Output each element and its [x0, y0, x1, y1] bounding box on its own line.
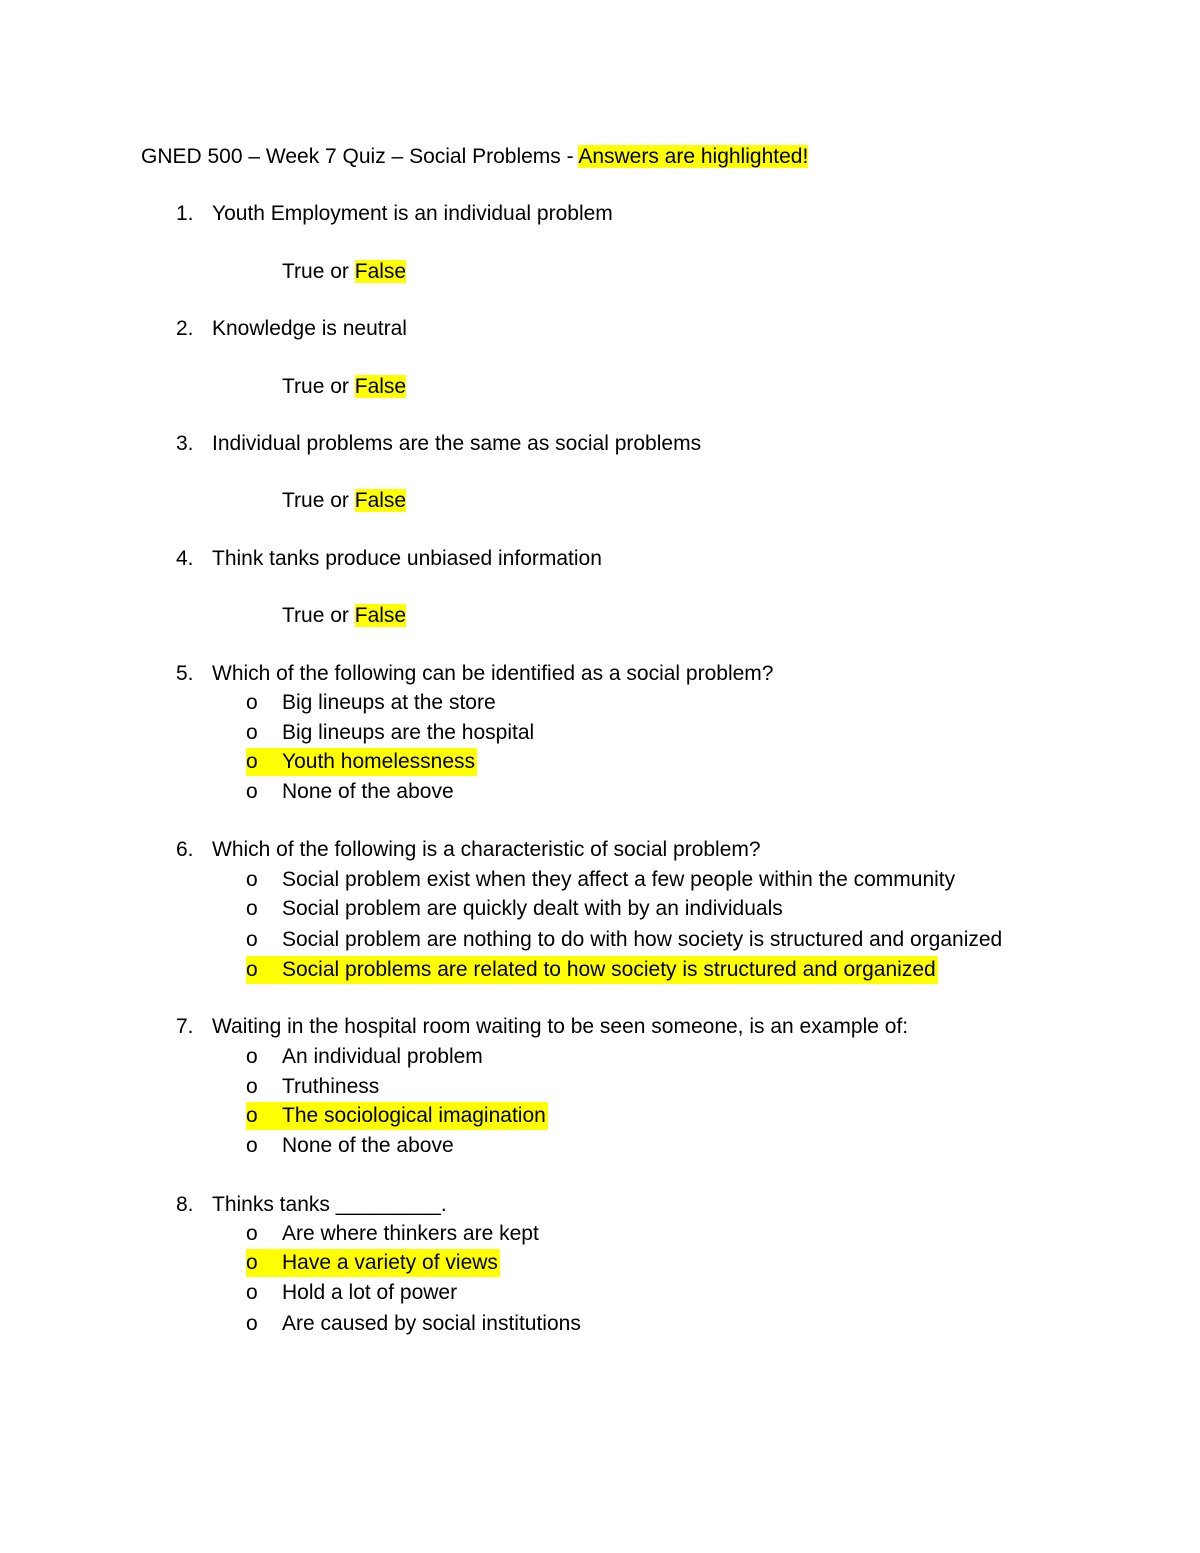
bullet-marker: o	[246, 1281, 258, 1304]
answer-option	[246, 1220, 539, 1248]
bullet-marker: o	[246, 721, 258, 744]
question-number: 7.	[176, 1015, 194, 1038]
answer-option	[246, 1073, 379, 1101]
true-or-label: True or	[282, 375, 355, 398]
answer-option-correct	[246, 956, 938, 984]
answer-option	[246, 926, 1002, 954]
bullet-marker: o	[246, 1045, 258, 1068]
false-answer: False	[354, 604, 407, 627]
bullet-marker: o	[246, 1134, 258, 1157]
question-number: 1.	[176, 202, 194, 225]
question-text: Knowledge is neutral	[212, 317, 407, 340]
question-number: 6.	[176, 838, 194, 861]
question-number: 4.	[176, 547, 194, 570]
answer-option	[246, 689, 496, 717]
page-title	[141, 143, 808, 171]
answer-option	[246, 1043, 483, 1071]
option-text: Youth homelessness	[282, 750, 476, 773]
option-text: An individual problem	[282, 1045, 483, 1068]
bullet-marker: o	[246, 780, 258, 803]
answer-option	[246, 1279, 457, 1307]
answer-option	[246, 719, 534, 747]
option-text: Social problem exist when they affect a few people within the community	[282, 868, 956, 891]
bullet-marker: o	[246, 928, 258, 951]
answer-option	[246, 895, 783, 923]
question-4-answer	[282, 602, 406, 630]
false-answer: False	[354, 489, 407, 512]
question-3-answer	[282, 487, 406, 515]
question-number: 2.	[176, 317, 194, 340]
answer-option	[246, 1310, 581, 1338]
question-4	[176, 545, 602, 573]
answer-option	[246, 866, 955, 894]
bullet-marker: o	[246, 897, 258, 920]
question-text: Youth Employment is an individual problem	[212, 202, 613, 225]
option-text: Social problem are quickly dealt with by an individuals	[282, 897, 783, 920]
option-text: Are where thinkers are kept	[282, 1222, 539, 1245]
question-2-answer	[282, 373, 406, 401]
bullet-marker: o	[246, 1075, 258, 1098]
true-or-label: True or	[282, 260, 355, 283]
true-or-label: True or	[282, 604, 355, 627]
question-number: 5.	[176, 662, 194, 685]
true-or-label: True or	[282, 489, 355, 512]
question-text: Which of the following can be identified as a social problem?	[212, 662, 774, 685]
question-6	[176, 836, 761, 864]
bullet-marker: o	[246, 1312, 258, 1335]
option-text: Have a variety of views	[282, 1251, 498, 1274]
option-text: The sociological imagination	[282, 1104, 546, 1127]
option-text: Social problems are related to how society is structured and organized	[282, 958, 936, 981]
bullet-marker: o	[246, 691, 258, 714]
question-number: 3.	[176, 432, 194, 455]
option-text: None of the above	[282, 780, 454, 803]
question-text: Waiting in the hospital room waiting to be seen someone, is an example of:	[212, 1015, 909, 1038]
bullet-marker: o	[246, 1251, 258, 1274]
option-text: Big lineups are the hospital	[282, 721, 535, 744]
false-answer: False	[354, 260, 407, 283]
false-answer: False	[354, 375, 407, 398]
question-2	[176, 315, 407, 343]
answer-option	[246, 778, 454, 806]
question-5	[176, 660, 773, 688]
question-3	[176, 430, 701, 458]
title-text: GNED 500 – Week 7 Quiz – Social Problems -	[141, 145, 579, 168]
option-text: Big lineups at the store	[282, 691, 496, 714]
bullet-marker: o	[246, 1104, 258, 1127]
question-text: Think tanks produce unbiased information	[212, 547, 602, 570]
question-7	[176, 1013, 908, 1041]
answer-option-correct	[246, 1249, 500, 1277]
option-text: None of the above	[282, 1134, 454, 1157]
question-text: Thinks tanks _________.	[212, 1193, 447, 1216]
question-1-answer	[282, 258, 406, 286]
option-text: Truthiness	[282, 1075, 380, 1098]
bullet-marker: o	[246, 1222, 258, 1245]
answers-highlighted-note: Answers are highlighted!	[578, 145, 809, 168]
question-text: Individual problems are the same as social problems	[212, 432, 702, 455]
bullet-marker: o	[246, 868, 258, 891]
answer-option-correct	[246, 748, 477, 776]
question-number: 8.	[176, 1193, 194, 1216]
option-text: Hold a lot of power	[282, 1281, 458, 1304]
bullet-marker: o	[246, 958, 258, 981]
option-text: Social problem are nothing to do with how society is structured and organized	[282, 928, 1003, 951]
question-1	[176, 200, 613, 228]
bullet-marker: o	[246, 750, 258, 773]
question-8	[176, 1191, 447, 1219]
question-text: Which of the following is a characteristic of social problem?	[212, 838, 761, 861]
answer-option	[246, 1132, 454, 1160]
option-text: Are caused by social institutions	[282, 1312, 581, 1335]
answer-option-correct	[246, 1102, 548, 1130]
